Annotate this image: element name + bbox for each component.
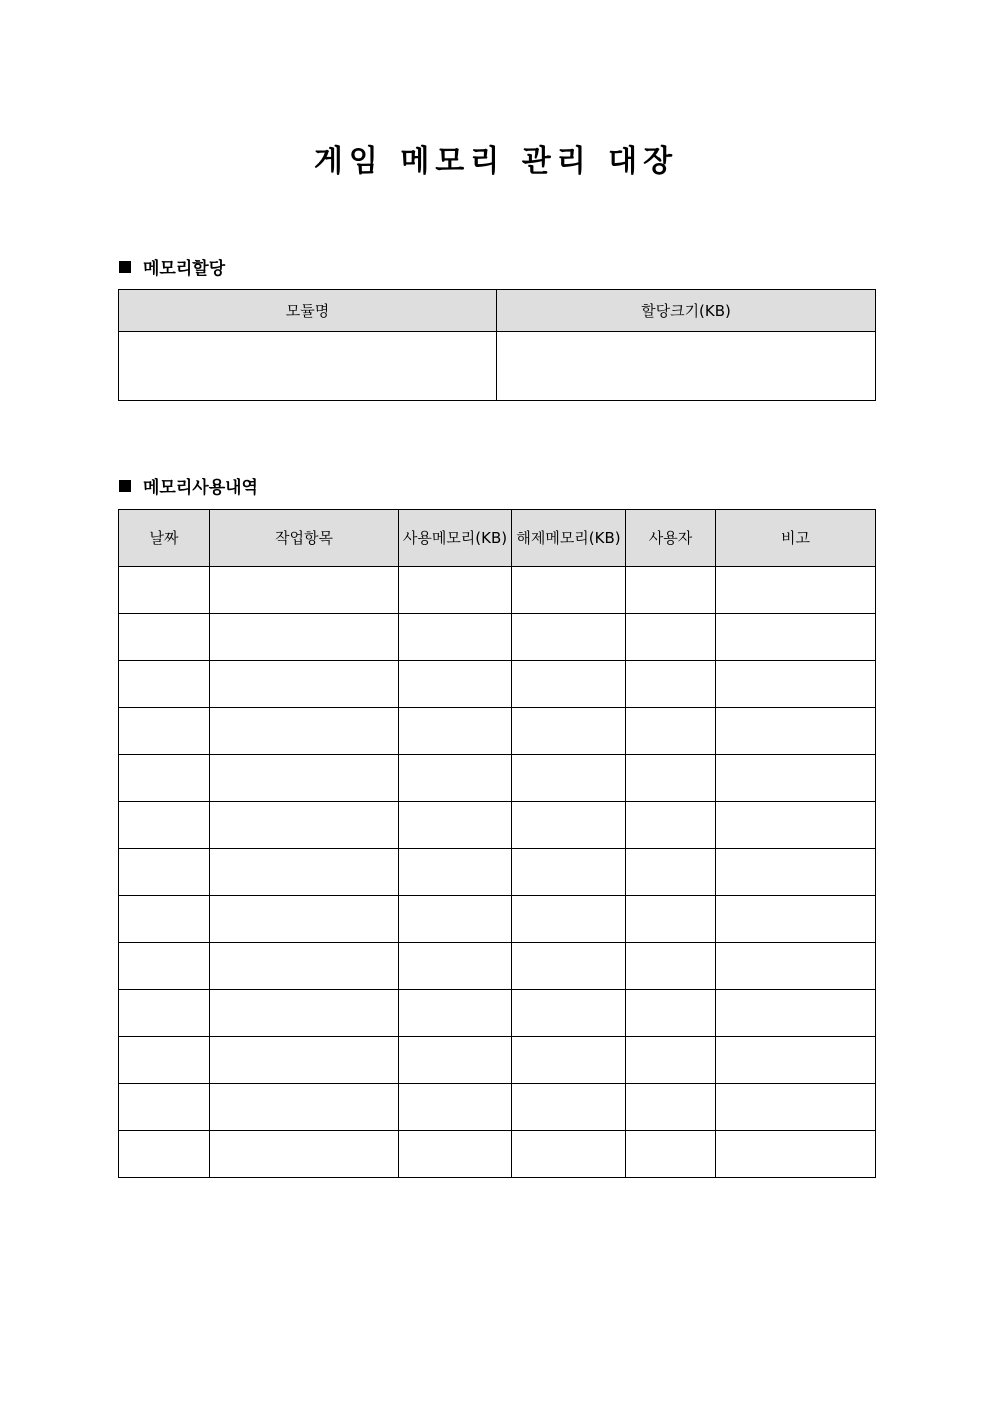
freed-memory-cell[interactable] bbox=[512, 755, 626, 802]
table-row bbox=[119, 802, 876, 849]
user-cell[interactable] bbox=[626, 849, 716, 896]
alloc-size-cell[interactable] bbox=[497, 332, 876, 401]
remarks-cell[interactable] bbox=[716, 943, 876, 990]
column-header-user: 사용자 bbox=[626, 510, 716, 567]
table-row bbox=[119, 990, 876, 1037]
column-header-module: 모듈명 bbox=[119, 290, 497, 332]
table-row bbox=[119, 1084, 876, 1131]
user-cell[interactable] bbox=[626, 1084, 716, 1131]
usage-header-row bbox=[119, 510, 876, 567]
remarks-cell[interactable] bbox=[716, 567, 876, 614]
user-cell[interactable] bbox=[626, 661, 716, 708]
user-cell[interactable] bbox=[626, 755, 716, 802]
table-row bbox=[119, 614, 876, 661]
date-cell[interactable] bbox=[119, 943, 210, 990]
remarks-cell[interactable] bbox=[716, 614, 876, 661]
date-cell[interactable] bbox=[119, 755, 210, 802]
allocation-heading bbox=[119, 254, 225, 279]
usage-heading-text: 메모리사용내역 bbox=[143, 478, 258, 498]
remarks-cell[interactable] bbox=[716, 990, 876, 1037]
date-cell[interactable] bbox=[119, 614, 210, 661]
task-cell[interactable] bbox=[210, 755, 399, 802]
freed-memory-cell[interactable] bbox=[512, 567, 626, 614]
freed-memory-cell[interactable] bbox=[512, 1084, 626, 1131]
allocation-header-row bbox=[119, 290, 876, 332]
remarks-cell[interactable] bbox=[716, 802, 876, 849]
used-memory-cell[interactable] bbox=[399, 943, 512, 990]
allocation-table bbox=[118, 289, 876, 401]
freed-memory-cell[interactable] bbox=[512, 896, 626, 943]
used-memory-cell[interactable] bbox=[399, 614, 512, 661]
module-name-cell[interactable] bbox=[119, 332, 497, 401]
date-cell[interactable] bbox=[119, 896, 210, 943]
used-memory-cell[interactable] bbox=[399, 1131, 512, 1178]
column-header-freed-memory: 해제메모리(KB) bbox=[512, 510, 626, 567]
task-cell[interactable] bbox=[210, 614, 399, 661]
remarks-cell[interactable] bbox=[716, 1037, 876, 1084]
task-cell[interactable] bbox=[210, 661, 399, 708]
table-row bbox=[119, 1131, 876, 1178]
used-memory-cell[interactable] bbox=[399, 849, 512, 896]
table-row bbox=[119, 896, 876, 943]
date-cell[interactable] bbox=[119, 1037, 210, 1084]
date-cell[interactable] bbox=[119, 708, 210, 755]
freed-memory-cell[interactable] bbox=[512, 943, 626, 990]
task-cell[interactable] bbox=[210, 1084, 399, 1131]
freed-memory-cell[interactable] bbox=[512, 708, 626, 755]
task-cell[interactable] bbox=[210, 849, 399, 896]
freed-memory-cell[interactable] bbox=[512, 802, 626, 849]
date-cell[interactable] bbox=[119, 1131, 210, 1178]
usage-heading bbox=[119, 473, 258, 498]
remarks-cell[interactable] bbox=[716, 896, 876, 943]
remarks-cell[interactable] bbox=[716, 755, 876, 802]
user-cell[interactable] bbox=[626, 567, 716, 614]
table-row bbox=[119, 567, 876, 614]
table-row bbox=[119, 849, 876, 896]
column-header-date: 날짜 bbox=[119, 510, 210, 567]
square-bullet-icon bbox=[119, 261, 131, 273]
freed-memory-cell[interactable] bbox=[512, 661, 626, 708]
task-cell[interactable] bbox=[210, 1037, 399, 1084]
date-cell[interactable] bbox=[119, 661, 210, 708]
user-cell[interactable] bbox=[626, 708, 716, 755]
table-row bbox=[119, 1037, 876, 1084]
column-header-task: 작업항목 bbox=[210, 510, 399, 567]
date-cell[interactable] bbox=[119, 1084, 210, 1131]
freed-memory-cell[interactable] bbox=[512, 849, 626, 896]
task-cell[interactable] bbox=[210, 990, 399, 1037]
task-cell[interactable] bbox=[210, 1131, 399, 1178]
table-row bbox=[119, 661, 876, 708]
remarks-cell[interactable] bbox=[716, 1084, 876, 1131]
remarks-cell[interactable] bbox=[716, 708, 876, 755]
user-cell[interactable] bbox=[626, 1037, 716, 1084]
table-row bbox=[119, 943, 876, 990]
date-cell[interactable] bbox=[119, 990, 210, 1037]
column-header-remarks: 비고 bbox=[716, 510, 876, 567]
usage-table bbox=[118, 509, 876, 1178]
column-header-alloc-size: 할당크기(KB) bbox=[497, 290, 876, 332]
user-cell[interactable] bbox=[626, 943, 716, 990]
used-memory-cell[interactable] bbox=[399, 896, 512, 943]
user-cell[interactable] bbox=[626, 896, 716, 943]
freed-memory-cell[interactable] bbox=[512, 1131, 626, 1178]
used-memory-cell[interactable] bbox=[399, 567, 512, 614]
used-memory-cell[interactable] bbox=[399, 990, 512, 1037]
freed-memory-cell[interactable] bbox=[512, 1037, 626, 1084]
used-memory-cell[interactable] bbox=[399, 1037, 512, 1084]
task-cell[interactable] bbox=[210, 567, 399, 614]
usage-table-body bbox=[119, 567, 876, 1178]
user-cell[interactable] bbox=[626, 990, 716, 1037]
column-header-used-memory: 사용메모리(KB) bbox=[399, 510, 512, 567]
allocation-heading-text: 메모리할당 bbox=[143, 259, 226, 279]
user-cell[interactable] bbox=[626, 802, 716, 849]
user-cell[interactable] bbox=[626, 1131, 716, 1178]
freed-memory-cell[interactable] bbox=[512, 990, 626, 1037]
freed-memory-cell[interactable] bbox=[512, 614, 626, 661]
used-memory-cell[interactable] bbox=[399, 802, 512, 849]
used-memory-cell[interactable] bbox=[399, 1084, 512, 1131]
user-cell[interactable] bbox=[626, 614, 716, 661]
task-cell[interactable] bbox=[210, 943, 399, 990]
date-cell[interactable] bbox=[119, 802, 210, 849]
remarks-cell[interactable] bbox=[716, 1131, 876, 1178]
table-row bbox=[119, 332, 876, 401]
used-memory-cell[interactable] bbox=[399, 708, 512, 755]
date-cell[interactable] bbox=[119, 849, 210, 896]
table-row bbox=[119, 755, 876, 802]
used-memory-cell[interactable] bbox=[399, 755, 512, 802]
remarks-cell[interactable] bbox=[716, 661, 876, 708]
used-memory-cell[interactable] bbox=[399, 661, 512, 708]
date-cell[interactable] bbox=[119, 567, 210, 614]
task-cell[interactable] bbox=[210, 802, 399, 849]
square-bullet-icon bbox=[119, 480, 131, 492]
task-cell[interactable] bbox=[210, 708, 399, 755]
task-cell[interactable] bbox=[210, 896, 399, 943]
remarks-cell[interactable] bbox=[716, 849, 876, 896]
document-title: 게임 메모리 관리 대장 bbox=[313, 144, 679, 179]
table-row bbox=[119, 708, 876, 755]
